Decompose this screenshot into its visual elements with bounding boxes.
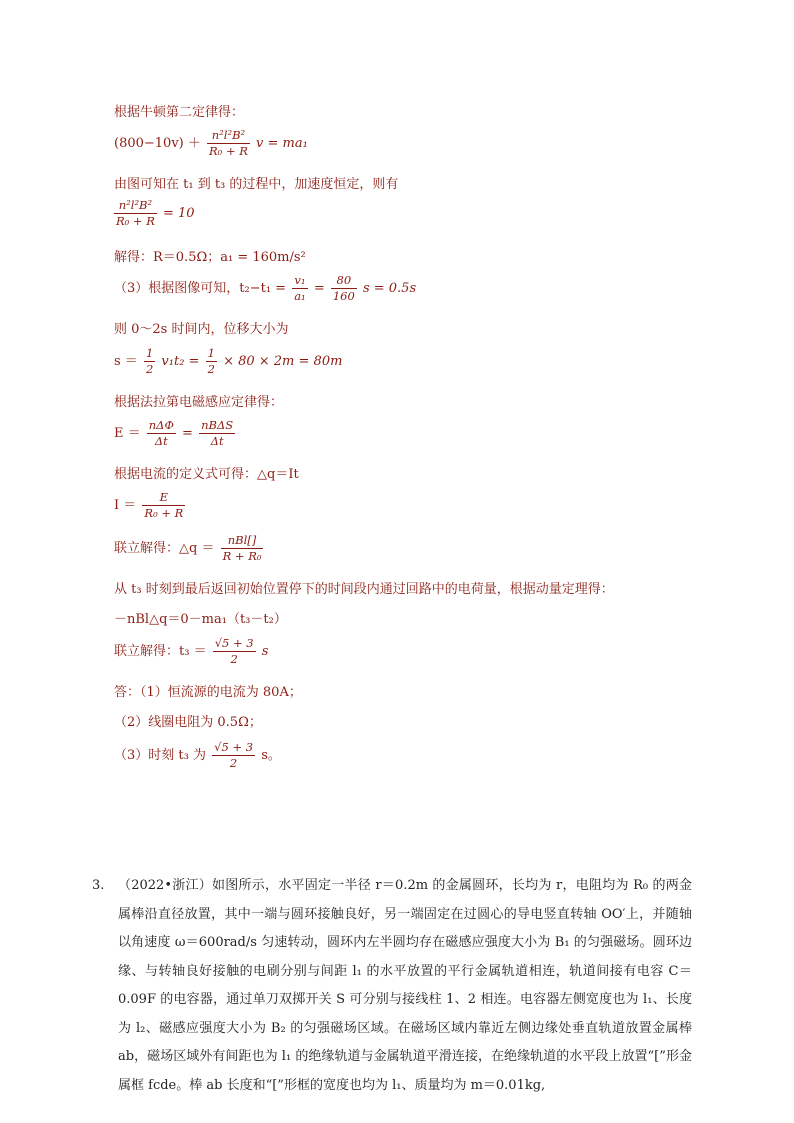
fraction: $\frac{80}{160}$	[332, 273, 355, 303]
fraction: $\frac{\text{nBl[]}}{\text{R + R₀}}$	[222, 533, 262, 563]
solution-line-7: 则 0～2s 时间内，位移大小为	[114, 322, 289, 337]
solution-line-5: 解得：R＝0.5Ω；a₁ = 160m/s²	[114, 250, 306, 265]
solution-line-15: －nBl△q＝0－ma₁（t₃－t₂）	[114, 612, 287, 627]
solution-line-11: 根据电流的定义式可得：△q＝It	[114, 467, 299, 482]
fraction: $\frac{1}{2}$	[207, 346, 215, 376]
problem-number: 3.	[92, 878, 105, 893]
solution-line-10: E ＝ $\frac{\text{nΔΦ}}{\Delta t}$ = $\frac{\text{nBΔS}}{\Delta t}$	[114, 418, 234, 448]
solution-line-14: 从 t₃ 时刻到最后返回初始位置停下的时间段内通过回路中的电荷量，根据动量定理得：	[114, 582, 614, 597]
solution-line-12: I ＝ $\frac{E}{\text{R₀ + R}}$	[114, 490, 184, 520]
fraction: $\frac{\text{v₁}}{\text{a₁}}$	[294, 273, 306, 303]
answer-line-2: （2）线圈电阻为 0.5Ω；	[114, 715, 262, 730]
problem-3	[92, 872, 692, 1100]
fraction: $\frac{\text{n²l²B²}}{\text{R₀ + R}}$	[209, 128, 248, 158]
problem-text: （2022•浙江）如图所示，水平固定一半径 r＝0.2m 的金属圆环，长均为 r，电阻均为 R₀ 的两金属棒沿直径放置，其中一端与圆环接触良好，另一端固定在过圆心的导电竖直转轴 OO′上，并随轴以角速度 ω＝600rad/s 匀速转动，圆环内左半圆均存在磁感应强度大小为 B₁ 的匀强磁场。圆环边缘、与转轴良好接触的电刷分别与间距 l₁ 的水平放置的平行金属轨道相连，轨道间接有电容 C＝0.09F 的电容器，通过单刀双掷开关 S 可分别与接线柱 1、2 相连。电容器左侧宽度也为 l₁、长度为 l₂、磁感应强度大小为 B₂ 的匀强磁场区域。在磁场区域内靠近左侧边缘处垂直轨道放置金属棒 ab，磁场区域外有间距也为 l₁ 的绝缘轨道与金属轨道平滑连接，在绝缘轨道的水平段上放置“[”形金属框 fcde。棒 ab 长度和“[”形框的宽度也均为 l₁、质量均为 m＝0.01kg,	[118, 878, 692, 1093]
fraction: $\frac{√5 + 3}{2}$	[214, 636, 254, 666]
solution-line-6: （3）根据图像可知，t₂−t₁ = $\frac{\text{v₁}}{\text{a₁}}$ = $\frac{80}{160}$ s = 0.5s	[114, 273, 417, 303]
answer-line-3: （3）时刻 t₃ 为 $\frac{√5 + 3}{2}$ s。	[114, 740, 281, 770]
solution-line-9: 根据法拉第电磁感应定律得：	[114, 395, 284, 410]
solution-line-1: 根据牛顿第二定律得：	[114, 105, 245, 120]
fraction: $\frac{\text{nBΔS}}{\Delta t}$	[201, 418, 234, 448]
fraction: $\frac{√5 + 3}{2}$	[214, 740, 254, 770]
fraction: $\frac{1}{2}$	[145, 346, 154, 376]
fraction: $\frac{E}{\text{R₀ + R}}$	[144, 490, 184, 520]
solution-line-16: 联立解得：t₃ ＝ $\frac{√5 + 3}{2}$ s	[114, 636, 269, 666]
fraction: $\frac{\text{n²l²B²}}{\text{R₀ + R}}$	[116, 198, 155, 228]
solution-line-4: $\frac{\text{n²l²B²}}{\text{R₀ + R}}$ = 10	[116, 198, 195, 228]
solution-line-2: (800−10v) ＋ $\frac{\text{n²l²B²}}{\text{R₀ + R}}$ v = ma₁	[114, 128, 308, 158]
solution-line-13: 联立解得：△q ＝ $\frac{\text{nBl[]}}{\text{R + R₀}}$	[114, 533, 262, 563]
answer-line-1: 答：（1）恒流源的电流为 80A；	[114, 685, 302, 700]
solution-line-8: s ＝ $\frac{1}{2}$ v₁t₂ = $\frac{1}{2}$ × 80 × 2m = 80m	[114, 346, 343, 376]
solution-line-3: 由图可知在 t₁ 到 t₃ 的过程中，加速度恒定，则有	[114, 177, 399, 192]
fraction: $\frac{\text{nΔΦ}}{\Delta t}$	[148, 418, 174, 448]
